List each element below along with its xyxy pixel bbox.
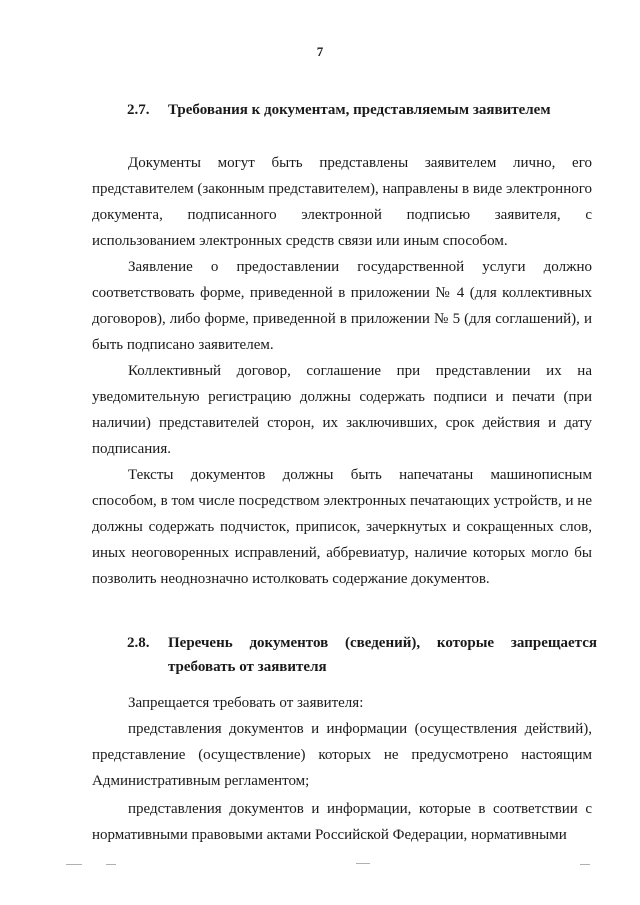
section-title: Требования к документам, представляемым заявителем <box>168 102 551 118</box>
section-heading-2-8 <box>127 631 597 679</box>
scan-artifact <box>580 864 590 865</box>
paragraph: Тексты документов должны быть напечатаны машинописным способом, в том числе посредством электронных печатающих устройств, и не должны содержать подчисток, приписок, зачеркнутых и сокращенных слов, иных неоговоренных исправлений, аббревиатур, наличие которых могло бы позволить неоднозначно истолковать содержание документов. <box>92 467 592 587</box>
section-title: Перечень документов (сведений), которые запрещается требовать от заявителя <box>168 635 597 675</box>
scan-artifact <box>106 864 116 865</box>
scan-artifact <box>66 864 82 865</box>
section-number: 2.7. <box>127 102 150 118</box>
section-number: 2.8. <box>127 635 150 651</box>
page-number: 7 <box>316 44 324 59</box>
paragraph: Документы могут быть представлены заявителем лично, его представителем (законным представителем), направлены в виде электронного документа, подписанного электронной подписью заявителя, с использованием электронных средств связи или иным способом. <box>92 155 592 249</box>
paragraph: Запрещается требовать от заявителя: <box>128 695 364 711</box>
section-heading-2-7 <box>127 98 597 122</box>
scan-artifact <box>356 863 370 864</box>
paragraph: Коллективный договор, соглашение при представлении их на уведомительную регистрацию должны содержать подписи и печати (при наличии) представителей сторон, их заключивших, срок действия и дату подписания. <box>92 363 592 457</box>
paragraph: Заявление о предоставлении государственной услуги должно соответствовать форме, приведенной в приложении № 4 (для коллективных договоров), либо форме, приведенной в приложении № 5 (для соглашений), и быть подписано заявителем. <box>92 259 592 353</box>
paragraph: представления документов и информации (осуществления действий), представление (осуществление) которых не предусмотрено настоящим Административным регламентом; <box>92 721 592 789</box>
paragraph: представления документов и информации, которые в соответствии с нормативными правовыми актами Российской Федерации, нормативными <box>92 801 592 843</box>
